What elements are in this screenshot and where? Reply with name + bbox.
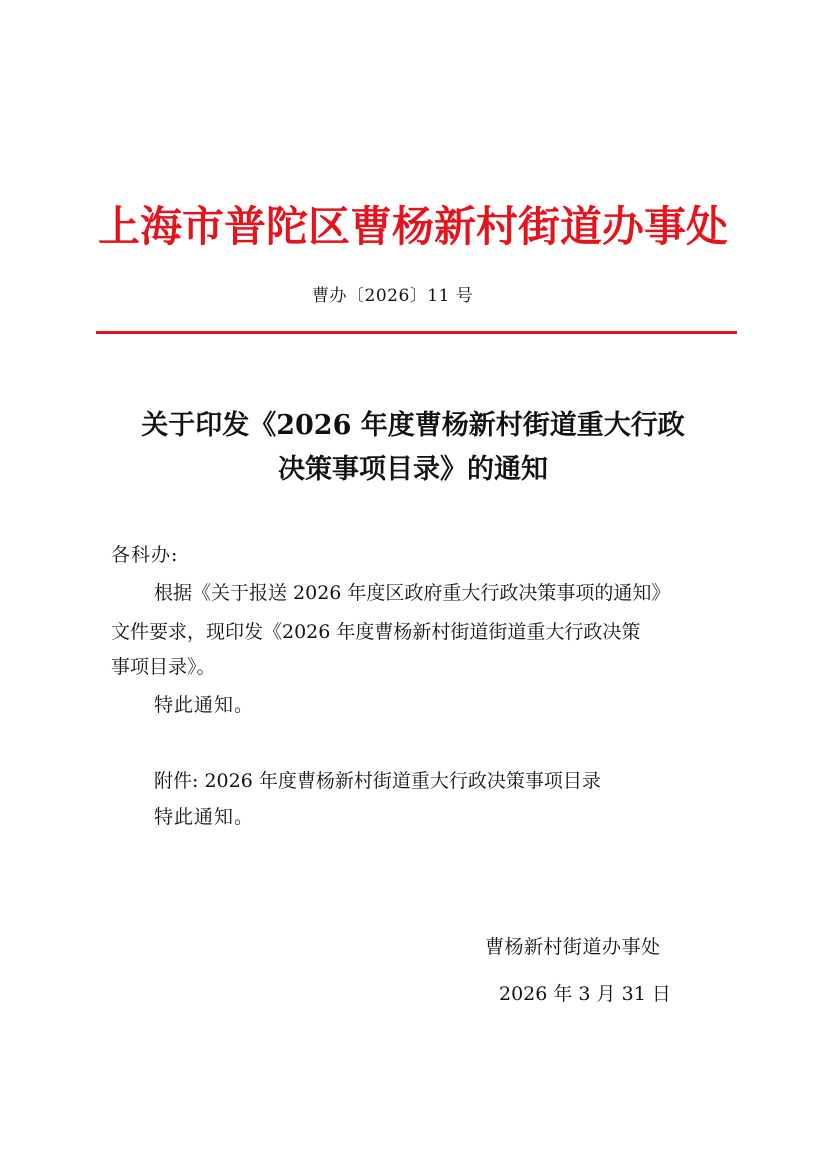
document-title-line-1: 关于印发《2026 年度曹杨新村街道重大行政	[141, 410, 685, 441]
body-paragraph-line-2: 文件要求，现印发《2026 年度曹杨新村街道街道重大行政决策	[111, 621, 641, 643]
salutation: 各科办:	[111, 544, 179, 566]
attachment-line: 附件: 2026 年度曹杨新村街道重大行政决策事项目录	[154, 770, 601, 792]
body-paragraph-line-3: 事项目录》。	[111, 656, 216, 678]
signature-organization: 曹杨新村街道办事处	[485, 936, 661, 958]
document-number: 曹办〔2026〕11 号	[312, 286, 474, 306]
red-divider-rule	[96, 331, 737, 334]
closing-notice-1: 特此通知。	[154, 694, 255, 716]
body-paragraph-line-1: 根据《关于报送 2026 年度区政府重大行政决策事项的通知》	[154, 582, 671, 604]
closing-notice-2: 特此通知。	[154, 806, 255, 828]
issuing-organization-header: 上海市普陀区曹杨新村街道办事处	[97, 202, 728, 251]
issue-date: 2026 年 3 月 31 日	[499, 983, 671, 1005]
document-title-line-2: 决策事项目录》的通知	[278, 454, 548, 485]
